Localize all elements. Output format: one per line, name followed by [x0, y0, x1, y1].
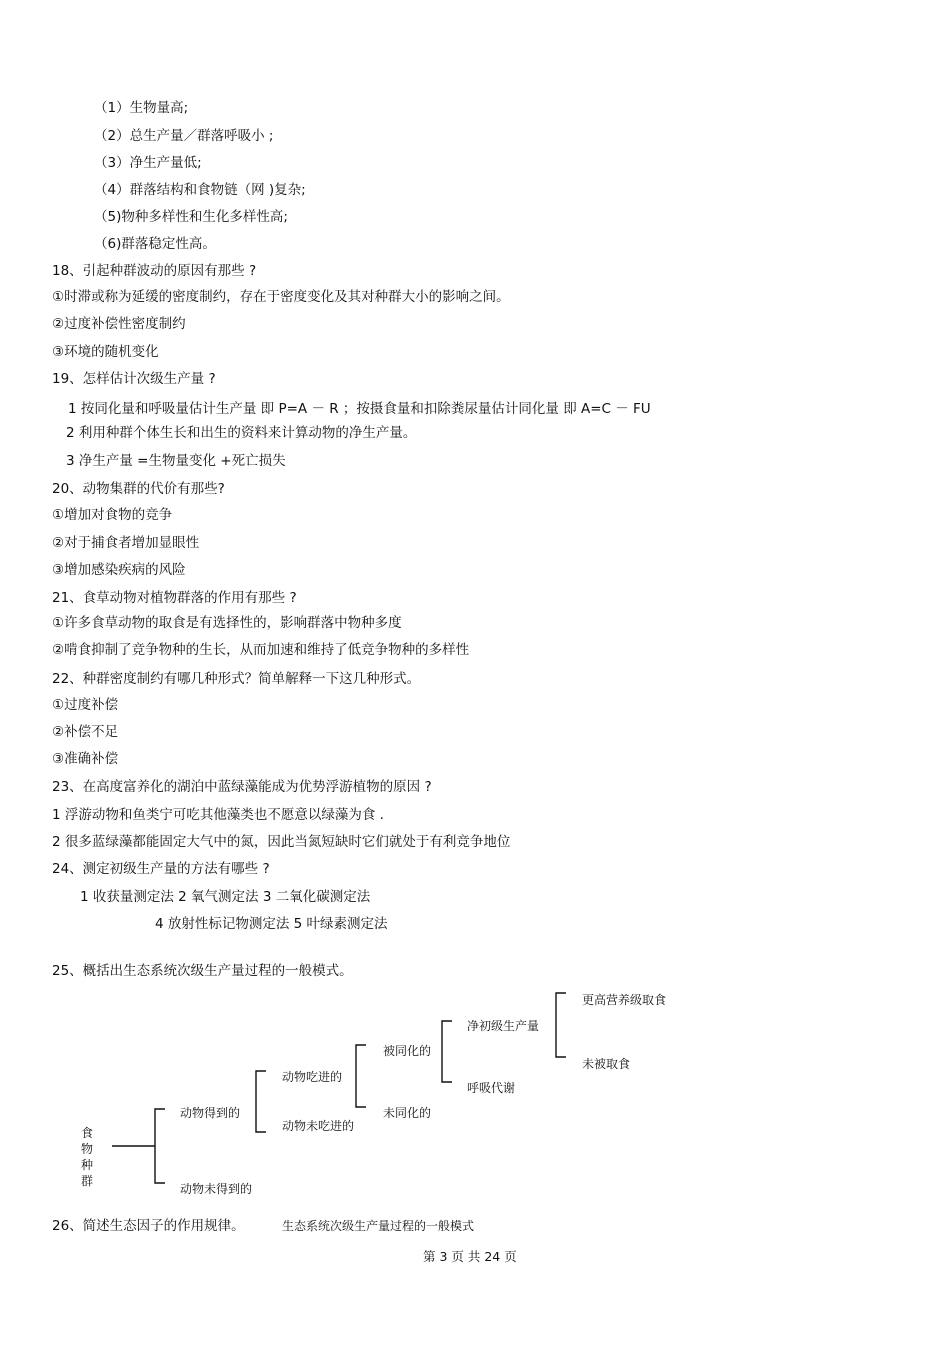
question-23: 23、在高度富养化的湖泊中蓝绿藻能成为优势浮游植物的原因 ?: [52, 779, 432, 795]
item-net-production-low: （3）净生产量低;: [94, 155, 202, 171]
answer-19-1: 1 按同化量和呼吸量估计生产量 即 P=A － R ；按摄食量和扣除粪尿量估计同化量 即 A=C － FU: [68, 401, 651, 417]
diagram-node-not-eaten: 动物未吃进的: [282, 1119, 355, 1133]
question-21: 21、食草动物对植物群落的作用有那些 ?: [52, 590, 297, 606]
item-stability-high: （6)群落稳定性高。: [94, 236, 216, 252]
answer-24-row-1: 1 收获量测定法 2 氧气测定法 3 二氧化碳测定法: [80, 889, 371, 905]
question-24: 24、测定初级生产量的方法有哪些 ?: [52, 861, 270, 877]
question-19: 19、怎样估计次级生产量 ?: [52, 371, 216, 387]
diagram-node-animal-got: 动物得到的: [180, 1106, 241, 1120]
diagram-node-net-production: 净初级生产量: [467, 1019, 540, 1033]
answer-22-1: ①过度补偿: [52, 697, 119, 713]
question-22: 22、种群密度制约有哪几种形式？简单解释一下这几种形式。: [52, 671, 421, 687]
diagram-node-not-assimilated: 未同化的: [383, 1106, 432, 1120]
answer-19-2: 2 利用种群个体生长和出生的资料来计算动物的净生产量。: [66, 425, 417, 441]
answer-20-3: ③增加感染疾病的风险: [52, 562, 186, 578]
diagram-node-eaten: 动物吃进的: [282, 1070, 343, 1084]
answer-20-2: ②对于捕食者增加显眼性: [52, 535, 200, 551]
item-biomass-high: （1）生物量高;: [94, 100, 189, 116]
item-gross-production-ratio: （2）总生产量／群落呼吸小 ;: [94, 128, 274, 144]
answer-21-1: ①许多食草动物的取食是有选择性的，影响群落中物种多度: [52, 615, 402, 631]
answer-18-1: ①时滞或称为延缓的密度制约，存在于密度变化及其对种群大小的影响之间。: [52, 289, 510, 305]
diagram-caption: 生态系统次级生产量过程的一般模式: [282, 1219, 475, 1233]
answer-24-row-2: 4 放射性标记物测定法 5 叶绿素测定法: [155, 916, 388, 932]
answer-22-2: ②补偿不足: [52, 724, 119, 740]
question-26: 26、简述生态因子的作用规律。: [52, 1218, 245, 1234]
diagram-node-animal-not-got: 动物未得到的: [180, 1182, 253, 1196]
diagram-node-assimilated: 被同化的: [383, 1044, 432, 1058]
question-18: 18、引起种群波动的原因有那些 ?: [52, 263, 257, 279]
answer-20-1: ①增加对食物的竞争: [52, 507, 173, 523]
item-community-structure: （4）群落结构和食物链（网 )复杂;: [94, 182, 306, 198]
item-diversity-high: （5)物种多样性和生化多样性高;: [94, 209, 288, 225]
diagram-node-respiration: 呼吸代谢: [467, 1081, 516, 1095]
diagram-node-not-taken: 未被取食: [582, 1057, 631, 1071]
answer-18-3: ③环境的随机变化: [52, 344, 159, 360]
diagram-root-food-population: 食物种群: [80, 1126, 93, 1188]
page-footer: 第 3 页 共 24 页: [423, 1249, 517, 1264]
answer-23-2: 2 很多蓝绿藻都能固定大气中的氮，因此当氮短缺时它们就处于有利竞争地位: [52, 834, 511, 850]
answer-23-1: 1 浮游动物和鱼类宁可吃其他藻类也不愿意以绿藻为食 .: [52, 807, 384, 823]
answer-22-3: ③准确补偿: [52, 751, 119, 767]
diagram-node-higher-trophic: 更高营养级取食: [582, 993, 667, 1007]
answer-19-3: 3 净生产量 =生物量变化 +死亡损失: [66, 453, 286, 469]
question-20: 20、动物集群的代价有那些?: [52, 481, 225, 497]
answer-18-2: ②过度补偿性密度制约: [52, 316, 186, 332]
question-25: 25、概括出生态系统次级生产量过程的一般模式。: [52, 963, 353, 979]
answer-21-2: ②啃食抑制了竞争物种的生长，从而加速和维持了低竞争物种的多样性: [52, 642, 470, 658]
